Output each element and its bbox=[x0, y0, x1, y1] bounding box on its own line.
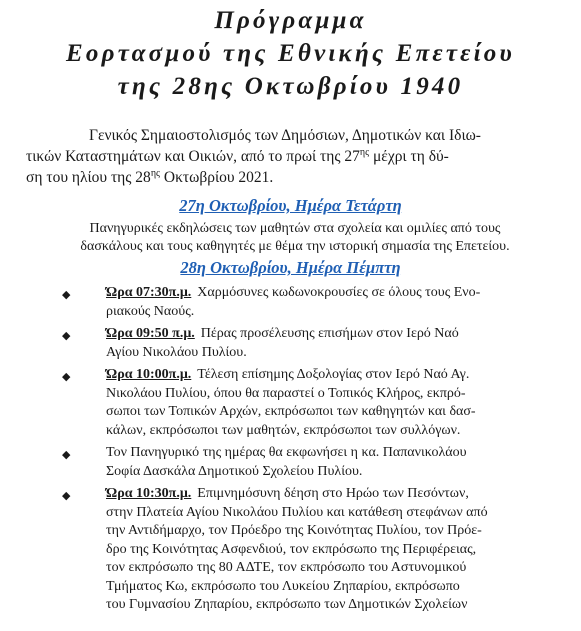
intro-line-3: ση του ηλίου της $28^{\eta\varsigma}$ Οκτωβρίου 2021. bbox=[26, 168, 274, 186]
program-items bbox=[0, 284, 581, 619]
program-item-line: Χαρμόσυνες κωδωνοκρουσίες σε όλους τους Ενο- bbox=[197, 285, 481, 300]
diamond-bullet-icon: ◆ bbox=[62, 490, 71, 502]
program-item-line: Αγίου Νικολάου Πυλίου. bbox=[106, 344, 247, 360]
program-item-text bbox=[106, 325, 561, 362]
program-item-line: Σοφία Δασκάλα Δημοτικού Σχολείου Πυλίου. bbox=[106, 463, 363, 479]
program-item-time: Ώρα 10:30π.μ. bbox=[106, 486, 192, 501]
program-item bbox=[0, 366, 581, 440]
program-item-line: Τον Πανηγυρικό της ημέρας θα εκφωνήσει η κα. Παπανικολάου bbox=[106, 445, 467, 460]
title-line-2: Εορτασμού της Εθνικής Επετείου bbox=[66, 40, 515, 67]
intro-line-1: Γενικός Σημαιοστολισμός των Δημόσιων, Δημοτικών και Ιδιω- bbox=[89, 127, 481, 144]
program-item-text bbox=[106, 444, 561, 481]
program-item-time: Ώρα 09:50 π.μ. bbox=[106, 326, 195, 341]
day2-heading: 28η Οκτωβρίου, Ημέρα Πέμπτη bbox=[180, 258, 401, 277]
program-item-line: ριακούς Ναούς. bbox=[106, 303, 195, 319]
program-item-line: δρο της Κοινότητας Ασφενδιού, τον εκπρόσωπο της Περιφέρειας, bbox=[106, 541, 477, 557]
program-item-line: Τέλεση επίσημης Δοξολογίας στον Ιερό Ναό Αγ. bbox=[197, 367, 470, 382]
program-item-line: Επιμνημόσυνη δέηση στο Ηρώο των Πεσόντων, bbox=[197, 486, 469, 501]
program-item-time: Ώρα 10:00π.μ. bbox=[106, 367, 192, 382]
diamond-bullet-icon: ◆ bbox=[62, 449, 71, 461]
title-line-3: της 28ης Οκτωβρίου 1940 bbox=[117, 73, 464, 100]
day1-description: Πανηγυρικές εκδηλώσεις των μαθητών στα σχολεία και ομιλίες από τους δασκάλους και τους καθηγητές με θέμα την ιστορική σημασία της Επετείου. bbox=[80, 221, 510, 254]
intro-line-2: τικών Καταστημάτων και Οικιών, από το πρωί της $27^{\eta\varsigma}$ μέχρι τη δύ- bbox=[26, 147, 449, 165]
program-item-text bbox=[106, 485, 561, 615]
intro-paragraph bbox=[26, 125, 556, 188]
program-item bbox=[0, 485, 581, 615]
program-item-line: την Αντιδήμαρχο, τον Πρόεδρο της Κοινότητας Πυλίου, τον Πρόε- bbox=[106, 523, 482, 538]
program-item-line: Τμήματος Κω, εκπρόσωπο του Λυκείου Ζηπαρίου, εκπρόσωπο bbox=[106, 578, 460, 594]
program-item bbox=[0, 284, 581, 321]
program-item bbox=[0, 444, 581, 481]
program-item-text bbox=[106, 284, 561, 321]
diamond-bullet-icon: ◆ bbox=[62, 330, 71, 342]
program-item-line: του Γυμνασίου Ζηπαρίου, εκπρόσωπο των Δημοτικών Σχολείων bbox=[106, 597, 468, 612]
program-item-line: Πέρας προσέλευσης επισήμων στον Ιερό Ναό bbox=[200, 326, 459, 341]
program-item-text bbox=[106, 366, 561, 440]
program-item-time: Ώρα 07:30π.μ. bbox=[106, 285, 192, 300]
program-item-line: Νικολάου Πυλίου, όπου θα παραστεί ο Τοπικός Κλήρος, εκπρό- bbox=[106, 385, 466, 401]
diamond-bullet-icon: ◆ bbox=[62, 289, 71, 301]
diamond-bullet-icon: ◆ bbox=[62, 371, 71, 383]
program-item-line: κάλων, εκπρόσωποι των μαθητών, εκπρόσωποι των συλλόγων. bbox=[106, 422, 461, 438]
program-item-line: τον εκπρόσωπο της 80 ΑΔΤΕ, τον εκπρόσωπο του Αστυνομικού bbox=[106, 560, 467, 575]
title-line-1: Πρόγραμμα bbox=[214, 7, 367, 34]
program-item bbox=[0, 325, 581, 362]
day1-heading: 27η Οκτωβρίου, Ημέρα Τετάρτη bbox=[179, 196, 402, 215]
program-item-line: σωποι των Τοπικών Αρχών, εκπρόσωποι των καθηγητών και δασ- bbox=[106, 404, 476, 419]
program-item-line: στην Πλατεία Αγίου Νικολάου Πυλίου και κατάθεση στεφάνων από bbox=[106, 504, 488, 520]
